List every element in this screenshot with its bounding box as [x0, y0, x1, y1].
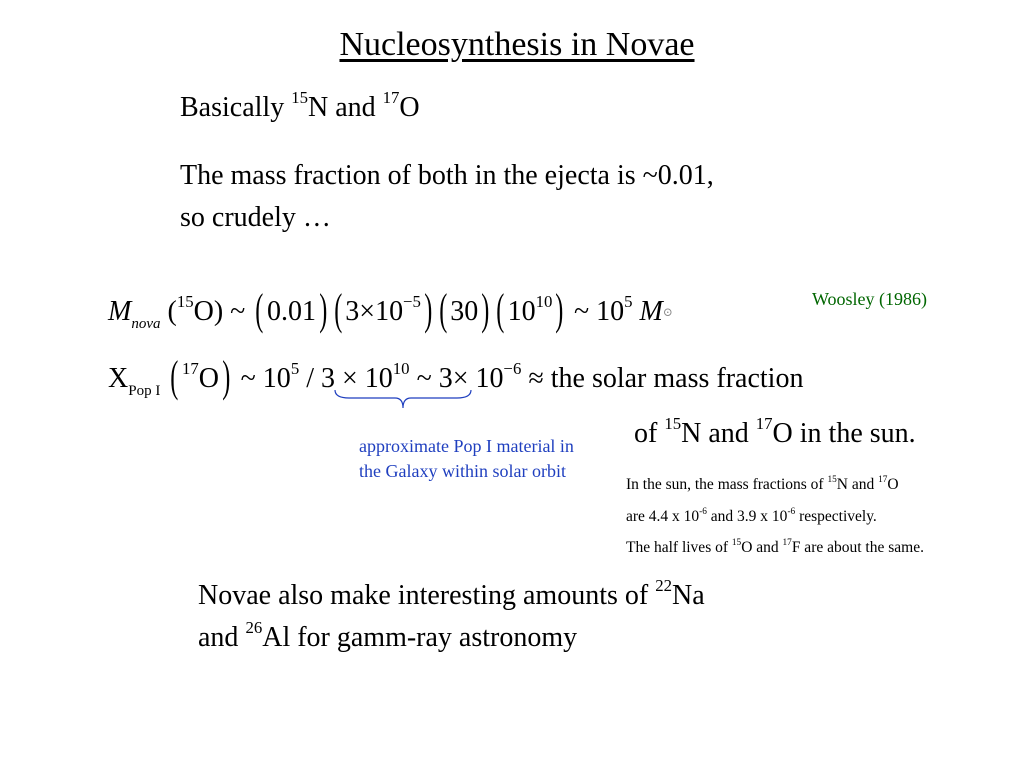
underbrace-icon [333, 388, 473, 410]
sun-note-3: The half lives of $^{15}$O and $^{17}$F are about the same. [626, 538, 924, 556]
mass-fraction-line-2: so crudely … [180, 202, 331, 233]
sun-note-1: In the sun, the mass fractions of $^{15}$N and $^{17}$O [626, 475, 899, 493]
mass-fraction-line-1: The mass fraction of both in the ejecta is ~0.01, [180, 160, 714, 191]
sun-symbol-icon: ⊙ [662, 305, 673, 319]
pop-i-annotation: approximate Pop I material in the Galaxy within solar orbit [359, 436, 574, 481]
solar-isotopes-line: of $^{15}$N and $^{17}$O in the sun. [634, 414, 916, 449]
page-title: Nucleosynthesis in Novae [339, 26, 695, 63]
nova-mass-equation: $M_{nova}$ ($^{15}$O) ~ ( 0.01) ( $3\times 10^{-5}$) ( 30) ( $10^{10}$) ~ $10^5$ M⊙ [108, 285, 673, 334]
pop-i-fraction-equation: $X_{Pop I}$ ( $^{17}$O) ~ $10^5 / 3 \times 10^{10}$ ~ $3\times 10^{-6}$ ≈ the solar mass fraction [108, 352, 804, 401]
novae-line-2: and $^{26}$Al for gamm-ray astronomy [198, 618, 578, 653]
citation: Woosley (1986) [812, 289, 928, 309]
novae-line-1: Novae also make interesting amounts of $^{22}$Na [198, 576, 705, 611]
sun-note-2: are 4.4 x $10^{-6}$ and 3.9 x $10^{-6}$ respectively. [626, 507, 877, 525]
basically-line: Basically $^{15}$N and $^{17}$O [180, 88, 420, 123]
